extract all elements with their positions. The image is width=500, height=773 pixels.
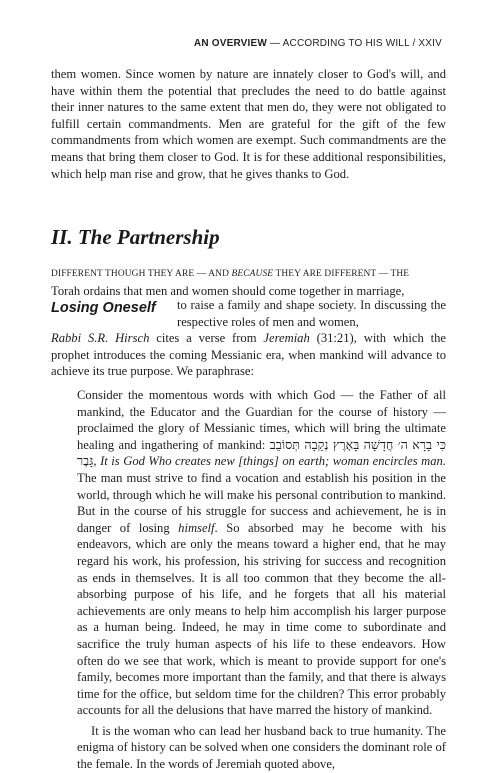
header-subtitle: — ACCORDING TO HIS WILL / XXIV [267,38,442,49]
quote-text-d: . So absorbed may he become with his endeavors, which are only the means toward a higher end, that he may regard his work, his profession, his striving for success and recognition as ends in themselves. It is all too common that they become the all-absorbing purpose of his life, and he forgets that all his material achievements are only means to help him accomplish his larger purpose as a human being. Indeed, he may in time come to subordinate and sacrifice the truly human aspects of his life to these endeavors. How often do we see that work, which is meant to provide support for one's family, becomes more important than the family, and that there is always time for the office, but seldom time for the children? This error probably accounts for all the delusions that have marred the history of mankind. [77,520,447,718]
section-lead [51,264,446,299]
quote-text-b: , [93,454,101,469]
hirsch-name: Rabbi S.R. Hirsch [51,331,150,345]
section-title: II. The Partnership [51,225,220,249]
emphasis-himself: himself [178,520,215,535]
side-text [177,297,446,330]
jeremiah-name: Jeremiah [263,331,310,345]
lead-caps-1: DIFFERENT THOUGH THEY ARE — AND [51,269,232,279]
running-header [194,38,442,49]
side-heading: Losing Oneself [51,300,156,316]
verse-translation: It is God Who creates new [things] on earth; woman encircles man. [100,454,447,469]
lead-caps-italic: BECAUSE [231,269,274,279]
block-quote [77,387,446,773]
quote-text-a: Consider the momentous words with which God — the Father of all mankind, the Educator and the Guardian for the course of history — proclaimed the glory of Messianic times, which will bring the ultimate healing and ingathering of mankind: [77,388,446,452]
quote-text-c: The man must strive to find a vocation and establish his position in the world, through which he will make his personal contribution to mankind. But in the course of his struggle for success and achievement, he is in danger of losing [77,470,446,535]
paragraph-opening: them women. Since women by nature are innately closer to God's will, and have within them the potential that precludes the need to do battle against their inner natures to the same extent that men do, they were not obligated to fulfill certain commandments. Men are grateful for the gift of the few commandments from which women are exempt. Such commandments are the means that bring them closer to God. It is for these additional responsibilities, which help man rise and grow, that he gives thanks to God. [51,67,446,181]
lead-caps-2: THEY ARE DIFFERENT — THE [273,269,410,279]
header-title: AN OVERVIEW [193,38,268,49]
quote-paragraph-1 [77,387,446,719]
quote-paragraph-2: It is the woman who can lead her husband back to true humanity. The enigma of history can be solved when one considers the dominant role of the female. In the words of Jeremiah quoted above, [77,723,446,772]
hebrew-verse: כִּי בָרָא ה׳ חֲדָשָׁה בָּאָרֶץ נְקֵבָה תְּסוֹבֵב גָּבֶר [77,437,446,469]
hirsch-text-1: cites a verse from [156,331,264,345]
paragraph-hirsch [51,330,446,380]
lead-line-2: Torah ordains that men and women should come together in marriage, [51,283,405,298]
side-text-body: to raise a family and shape society. In discussing the respective roles of men and women, [177,298,446,329]
hirsch-text-2: (31:21), with which the prophet introduces the coming Messianic era, when mankind will advance to achieve its true purpose. We paraphrase: [51,331,446,379]
